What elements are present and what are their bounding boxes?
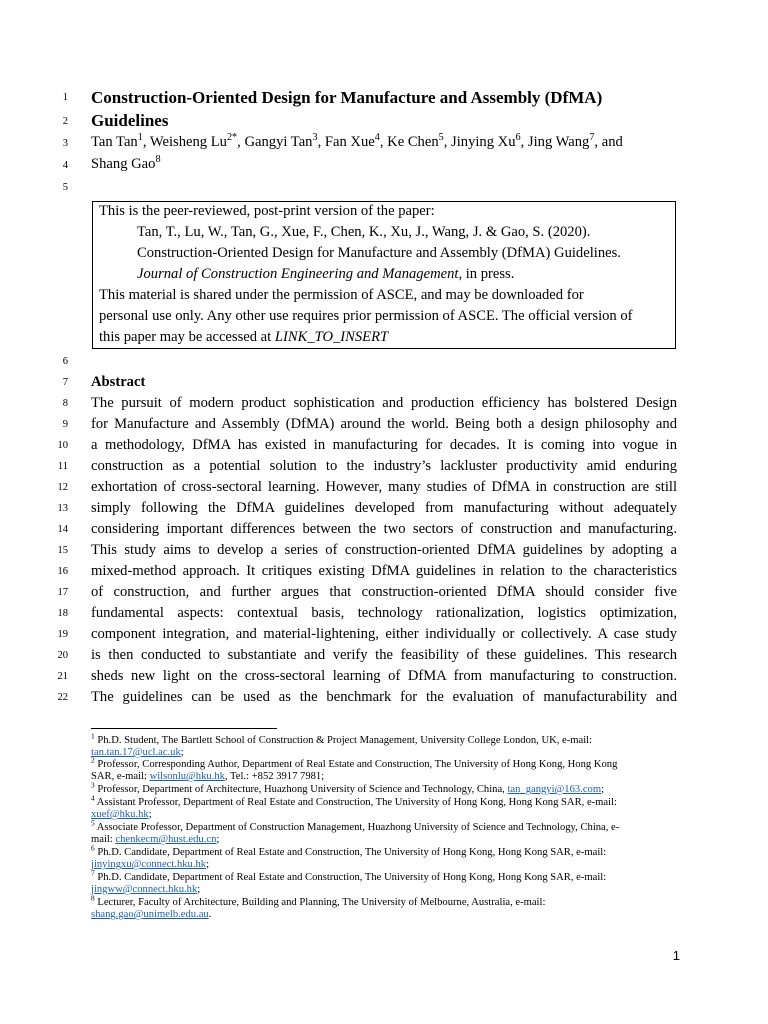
author: Jing Wang$^7$, and bbox=[527, 132, 623, 150]
abstract-line: exhortation of cross-sectoral learning. However, many studies of DfMA in construction are still bbox=[91, 479, 677, 495]
journal-name: Journal of Construction Engineering and Management bbox=[137, 266, 459, 282]
postprint-notice-box bbox=[92, 201, 676, 349]
abstract-line: fundamental aspects: contextual basis, technology rationalization, logistics optimization, bbox=[91, 605, 677, 621]
abstract-line: simply following the DfMA guidelines developed from manufacturing without adequately bbox=[91, 500, 677, 516]
footnote-4: $^4$ Assistant Professor, Department of Real Estate and Construction, The University of Hong Kong, Hong Kong SAR, e-mail: xuef@hku.hk; bbox=[91, 793, 617, 820]
abstract-line: a methodology, DfMA has existed in manufacturing for decades. It is coming into vogue in bbox=[91, 437, 677, 453]
author: Shang Gao$^8$ bbox=[91, 154, 161, 172]
abstract-line: considering important differences between the two sectors of construction and manufacturing. bbox=[91, 521, 677, 537]
author: Ke Chen$^5$, bbox=[387, 132, 452, 150]
footnote-7: $^7$ Ph.D. Candidate, Department of Real Estate and Construction, The University of Hong Kong, Hong Kong SAR, e-mail: jingww@connect.hku.hk; bbox=[91, 868, 607, 895]
abstract-line: sheds new light on the cross-sectoral learning of DfMA from manufacturing to construction. bbox=[91, 668, 677, 684]
paper-title-line-1: Construction-Oriented Design for Manufacture and Assembly (DfMA) bbox=[91, 88, 603, 107]
line-number-21: 21 bbox=[57, 671, 68, 682]
footnote-2: $^2$ Professor, Corresponding Author, Department of Real Estate and Construction, The University of Hong Kong, Hong Kong SAR, e-mail: wilsonlu@hku.hk, Tel.: +852 3917 7981; bbox=[91, 755, 618, 782]
author: Jinying Xu$^6$, bbox=[451, 132, 528, 150]
official-version-link[interactable]: LINK_TO_INSERT bbox=[274, 329, 389, 345]
abstract-line: of construction, and further argues that construction-oriented DfMA should consider five bbox=[91, 584, 677, 600]
author: Weisheng $Lu^{2*}$, bbox=[149, 132, 245, 150]
line-number-13: 13 bbox=[57, 503, 68, 514]
author: Fan Xue$^4$, bbox=[324, 132, 388, 150]
line-number-4: 4 bbox=[62, 160, 68, 171]
email-link[interactable]: chenkecm@hust.edu.cn bbox=[115, 834, 217, 845]
page-number: 1 bbox=[672, 948, 680, 963]
line-number-1: 1 bbox=[62, 92, 68, 103]
author-list-line-1 bbox=[91, 134, 677, 151]
citation-line-3: Journal of Construction Engineering and Management, in press. bbox=[137, 266, 515, 282]
permission-line-1: This material is shared under the permission of ASCE, and may be downloaded for bbox=[99, 287, 584, 303]
abstract-line: for Manufacture and Assembly (DfMA) around the world. Being both a design philosophy and bbox=[91, 416, 677, 432]
line-number-22: 22 bbox=[57, 692, 68, 703]
line-number-16: 16 bbox=[57, 566, 68, 577]
author-list-line-2 bbox=[91, 156, 677, 173]
citation-line-1: Tan, T., Lu, W., Tan, G., Xue, F., Chen, K., Xu, J., Wang, J. & Gao, S. (2020). bbox=[137, 224, 591, 240]
line-number-7: 7 bbox=[62, 377, 68, 388]
abstract-line: This study aims to develop a series of construction-oriented DfMA guidelines by adopting a bbox=[91, 542, 677, 558]
line-number-14: 14 bbox=[57, 524, 68, 535]
line-number-6: 6 bbox=[62, 356, 68, 367]
email-link[interactable]: tan.tan.17@ucl.ac.uk bbox=[91, 747, 181, 758]
author: Tan Tan$^1$, bbox=[91, 132, 150, 150]
line-number-9: 9 bbox=[62, 419, 68, 430]
footnote-3: $^3$ Professor, Department of Architecture, Huazhong University of Science and Technology, China, tan_gangyi@163.com; bbox=[91, 780, 605, 795]
author: Gangyi Tan$^3$, bbox=[244, 132, 325, 150]
abstract-line: is then conducted to substantiate and verify the feasibility of these guidelines. This research bbox=[91, 647, 677, 663]
line-number-12: 12 bbox=[57, 482, 68, 493]
line-number-11: 11 bbox=[57, 461, 68, 472]
email-link[interactable]: jinyingxu@connect.hku.hk bbox=[91, 859, 207, 870]
abstract-heading: Abstract bbox=[91, 374, 146, 390]
email-link[interactable]: xuef@hku.hk bbox=[91, 809, 149, 820]
footnote-rule bbox=[91, 728, 277, 729]
line-number-17: 17 bbox=[57, 587, 68, 598]
line-number-3: 3 bbox=[62, 138, 68, 149]
footnote-1: $^1$ Ph.D. Student, The Bartlett School of Construction & Project Management, University College London, UK, e-mail: tan.tan.17@ucl.ac.uk; bbox=[91, 731, 593, 758]
citation-line-2: Construction-Oriented Design for Manufacture and Assembly (DfMA) Guidelines. bbox=[137, 245, 621, 261]
footnote-8: $^8$ Lecturer, Faculty of Architecture, Building and Planning, The University of Melbourne, Australia, e-mail: shang.gao@unimelb.edu.au. bbox=[91, 893, 546, 920]
notice-intro: This is the peer-reviewed, post-print version of the paper: bbox=[99, 203, 435, 219]
line-number-2: 2 bbox=[62, 116, 68, 127]
footnote-6: $^6$ Ph.D. Candidate, Department of Real Estate and Construction, The University of Hong Kong, Hong Kong SAR, e-mail: jinyingxu@connect.hku.hk; bbox=[91, 843, 607, 870]
email-link[interactable]: wilsonlu@hku.hk bbox=[149, 771, 225, 782]
line-number-10: 10 bbox=[57, 440, 68, 451]
footnote-5: $^5$ Associate Professor, Department of Construction Management, Huazhong University of Science and Technology, China, e- mail: chenkecm@hust.edu.cn; bbox=[91, 818, 620, 845]
abstract-line: component integration, and material-lightening, either individually or collectively. A case study bbox=[91, 626, 677, 642]
email-link[interactable]: shang.gao@unimelb.edu.au bbox=[91, 909, 209, 920]
line-number-15: 15 bbox=[57, 545, 68, 556]
abstract-line: The guidelines can be used as the benchmark for the evaluation of manufacturability and bbox=[91, 689, 677, 705]
abstract-line: construction as a potential solution to the industry’s lackluster productivity amid enduring bbox=[91, 458, 677, 474]
line-number-19: 19 bbox=[57, 629, 68, 640]
line-number-20: 20 bbox=[57, 650, 68, 661]
permission-line-2: personal use only. Any other use requires prior permission of ASCE. The official version of bbox=[99, 308, 633, 324]
permission-line-3: this paper may be accessed at LINK_TO_INSERT bbox=[99, 329, 389, 345]
email-link[interactable]: tan_gangyi@163.com bbox=[507, 784, 602, 795]
line-number-8: 8 bbox=[62, 398, 68, 409]
abstract-line: mixed-method approach. It critiques existing DfMA guidelines in relation to the characteristics bbox=[91, 563, 677, 579]
line-number-5: 5 bbox=[62, 182, 68, 193]
paper-title-line-2: Guidelines bbox=[91, 111, 169, 130]
line-number-18: 18 bbox=[57, 608, 68, 619]
email-link[interactable]: jingww@connect.hku.hk bbox=[91, 884, 198, 895]
abstract-line: The pursuit of modern product sophistication and production efficiency has bolstered Design bbox=[91, 395, 677, 411]
